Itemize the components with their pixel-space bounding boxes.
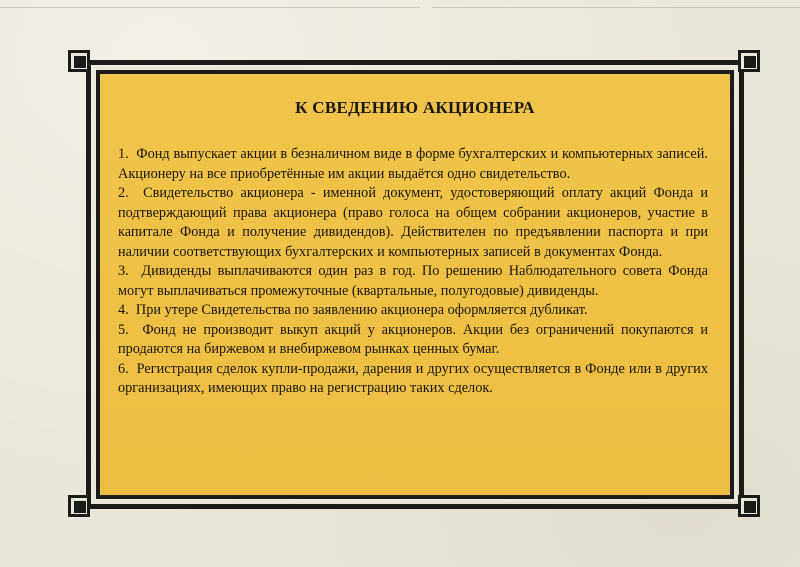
clause-text: Дивиденды выплачиваются один раз в год. По решению Наблюдательного совета Фонда могут выплачиваться промежуточные (квартальные, полугодовые) дивиденды. [118, 263, 709, 299]
clause-number: 5. [118, 321, 129, 338]
clause-number: 3. [118, 263, 129, 279]
clause-text: При утере Свидетельства по заявлению акционера оформляется дубликат. [135, 302, 588, 318]
clause-number: 6. [118, 360, 129, 377]
clause-text: Фонд не производит выкуп акций у акционеров. Акции без ограничений покупаются и продаются на биржевом и внебиржевом рынках ценных бумаг. [118, 321, 708, 357]
corner-ornament-top-left [68, 50, 96, 78]
notice-title: К СВЕДЕНИЮ АКЦИОНЕРА [295, 98, 535, 117]
paper-fold-line [432, 7, 800, 8]
corner-ornament-top-right [734, 50, 762, 78]
clause-text: Фонд выпускает акции в безналичном виде в форме бухгалтерских и компьютерных записей. Акционеру на все приобретённые им акции выдаётся одно свидетельство. [118, 146, 708, 182]
notice-body [118, 145, 708, 399]
clause-5 [118, 321, 708, 360]
clause-2 [118, 184, 708, 262]
clause-text: Свидетельство акционера - именной документ, удостоверяющий оплату акций Фонда и подтверждающий права акционера (право голоса на общем собрании акционеров, участие в капитале Фонда и получение дивидендов). Действителен по предъявлении паспорта и при наличии соответствующих бухгалтерских и компьютерных записей в документах Фонда. [118, 185, 708, 260]
clause-text: Регистрация сделок купли-продажи, дарения и других осуществляется в Фонде или в других организациях, имеющих право на регистрацию таких сделок. [118, 360, 708, 396]
clause-1 [118, 145, 708, 184]
clause-3 [118, 262, 708, 301]
clause-number: 4. [118, 302, 129, 318]
clause-number: 1. [118, 146, 129, 162]
clause-number: 2. [118, 185, 129, 201]
paper-fold-line [0, 7, 420, 8]
clause-6 [118, 360, 708, 399]
corner-ornament-bottom-right [734, 491, 762, 519]
clause-4 [118, 301, 708, 321]
corner-ornament-bottom-left [68, 491, 96, 519]
